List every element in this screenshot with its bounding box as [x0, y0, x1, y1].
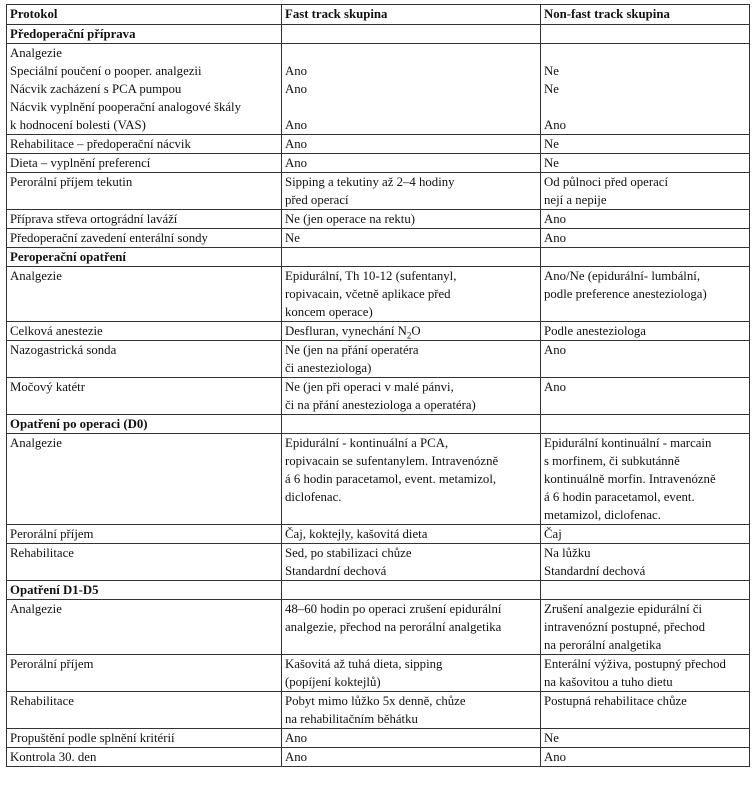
- fast-track-cell-line: diclofenac.: [285, 490, 342, 504]
- protocol-cell: [7, 154, 282, 173]
- fast-track-cell-line: Ne (jen na přání operatéra: [285, 343, 419, 357]
- fast-track-cell: [282, 655, 541, 692]
- protocol-cell-line: Celková anestezie: [10, 324, 103, 338]
- non-fast-track-cell-line: Ne: [544, 82, 559, 96]
- fast-track-cell: [282, 154, 541, 173]
- protocol-cell-line: Nácvik zacházení s PCA pumpou: [10, 82, 182, 96]
- table-row: [7, 525, 750, 544]
- non-fast-track-cell-line: Ano: [544, 343, 567, 357]
- non-fast-track-cell-line: kontinuálně morfin. Intravenózně: [544, 472, 716, 486]
- non-fast-track-cell: [541, 748, 750, 767]
- non-fast-track-cell: [541, 341, 750, 378]
- table-row: [7, 655, 750, 692]
- protocol-cell: [7, 525, 282, 544]
- fast-track-cell: [282, 748, 541, 767]
- non-fast-track-cell: [541, 600, 750, 655]
- fast-track-cell: [282, 544, 541, 581]
- non-fast-track-cell-line: Ano: [544, 118, 567, 132]
- fast-track-cell: [282, 729, 541, 748]
- fast-track-cell: [282, 44, 541, 135]
- non-fast-track-cell-line: Epidurální kontinuální - marcain: [544, 436, 712, 450]
- non-fast-track-cell-line: Zrušení analgezie epidurální či: [544, 602, 703, 616]
- table-row: [7, 135, 750, 154]
- fast-track-cell: [282, 341, 541, 378]
- table-row: [7, 210, 750, 229]
- fast-track-cell: [282, 210, 541, 229]
- protocol-cell-line: Perorální příjem: [10, 527, 94, 541]
- non-fast-track-cell: [541, 378, 750, 415]
- non-fast-track-cell: [541, 434, 750, 525]
- protocol-cell: [7, 378, 282, 415]
- non-fast-track-cell-line: Ne: [544, 156, 559, 170]
- fast-track-cell-line: Ano: [285, 82, 308, 96]
- protocol-cell-line: Perorální příjem tekutin: [10, 175, 133, 189]
- table-row: [7, 267, 750, 322]
- fast-track-cell: [282, 434, 541, 525]
- protocol-cell-line: Nazogastrická sonda: [10, 343, 117, 357]
- non-fast-track-cell-line: [544, 44, 746, 62]
- protocol-cell-line: Analgezie: [10, 269, 62, 283]
- protocol-cell: [7, 600, 282, 655]
- fast-track-cell-line: na rehabilitačním běhátku: [285, 712, 418, 726]
- fast-track-cell: [282, 229, 541, 248]
- non-fast-track-cell-line: Ano: [544, 750, 567, 764]
- protocol-cell-line: Rehabilitace: [10, 546, 74, 560]
- non-fast-track-cell-line: Čaj: [544, 527, 562, 541]
- header-row: [7, 5, 750, 25]
- fast-track-cell-line: Sed, po stabilizaci chůze: [285, 546, 412, 560]
- protocol-cell: [7, 748, 282, 767]
- fast-track-cell-line: á 6 hodin paracetamol, event. metamizol,: [285, 472, 497, 486]
- non-fast-track-cell: [541, 544, 750, 581]
- protocol-cell-line: Příprava střeva ortográdní laváží: [10, 212, 178, 226]
- section-header-row: [7, 415, 750, 434]
- protocol-cell-line: Analgezie: [10, 602, 62, 616]
- section-header-row: [7, 581, 750, 600]
- fast-track-cell-line: Ne (jen při operaci v malé pánvi,: [285, 380, 454, 394]
- non-fast-track-cell-line: podle preference anesteziologa): [544, 287, 707, 301]
- section-header-row: [7, 248, 750, 267]
- non-fast-track-cell-line: na kašovitou a tuho dietu: [544, 675, 673, 689]
- fast-track-cell-line: Kašovitá až tuhá dieta, sipping: [285, 657, 443, 671]
- fast-track-cell: [282, 525, 541, 544]
- non-fast-track-cell: [541, 322, 750, 341]
- non-fast-track-cell-line: Ano: [544, 231, 567, 245]
- non-fast-track-cell-line: metamizol, diclofenac.: [544, 508, 661, 522]
- fast-track-cell-line: či anesteziologa): [285, 361, 372, 375]
- section-empty-cell: [541, 415, 750, 434]
- non-fast-track-cell-line: Ne: [544, 137, 559, 151]
- fast-track-cell-line: Ne (jen operace na rektu): [285, 212, 416, 226]
- fast-track-cell-line: ropivacain, včetně aplikace před: [285, 287, 451, 301]
- protocol-cell: [7, 434, 282, 525]
- non-fast-track-cell: [541, 267, 750, 322]
- non-fast-track-cell-line: Standardní dechová: [544, 564, 646, 578]
- protocol-cell: [7, 692, 282, 729]
- protocol-cell-line: Analgezie: [10, 46, 62, 60]
- protocol-cell-line: Nácvik vyplnění pooperační analogové škály: [10, 100, 241, 114]
- fast-track-cell-line: či na přání anesteziologa a operatéra): [285, 398, 476, 412]
- non-fast-track-cell-line: Podle anesteziologa: [544, 324, 646, 338]
- section-title: Předoperační příprava: [7, 25, 282, 44]
- protocol-cell-line: Analgezie: [10, 436, 62, 450]
- fast-track-cell-line: před operací: [285, 193, 349, 207]
- table-body: [7, 25, 750, 767]
- column-header-non-fast-track: Non-fast track skupina: [541, 5, 750, 25]
- table-row: [7, 600, 750, 655]
- fast-track-cell-line: ropivacain se sufentanylem. Intravenózně: [285, 454, 499, 468]
- table-row: [7, 378, 750, 415]
- table-row: [7, 173, 750, 210]
- non-fast-track-cell: [541, 210, 750, 229]
- table-row: [7, 322, 750, 341]
- protocol-cell: [7, 267, 282, 322]
- protocol-cell-line: Rehabilitace: [10, 694, 74, 708]
- non-fast-track-cell: [541, 729, 750, 748]
- protocol-cell-line: Dieta – vyplnění preferencí: [10, 156, 151, 170]
- fast-track-cell-line: Čaj, koktejly, kašovitá dieta: [285, 527, 428, 541]
- non-fast-track-cell-line: Ano: [544, 380, 567, 394]
- non-fast-track-cell-line: Na lůžku: [544, 546, 591, 560]
- table-row: [7, 729, 750, 748]
- non-fast-track-cell: [541, 135, 750, 154]
- protocol-cell-line: Speciální poučení o pooper. analgezii: [10, 64, 202, 78]
- non-fast-track-cell-line: Ne: [544, 731, 559, 745]
- table-row: [7, 154, 750, 173]
- section-empty-cell: [541, 248, 750, 267]
- section-empty-cell: [541, 581, 750, 600]
- non-fast-track-cell-line: s morfinem, či subkutánně: [544, 454, 680, 468]
- section-header-row: [7, 25, 750, 44]
- fast-track-cell-line: Epidurální - kontinuální a PCA,: [285, 436, 449, 450]
- column-header-protocol: Protokol: [7, 5, 282, 25]
- fast-track-cell-line: Ano: [285, 137, 308, 151]
- section-empty-cell: [282, 25, 541, 44]
- fast-track-cell-line: [285, 98, 537, 116]
- fast-track-cell-line: Epidurální, Th 10-12 (sufentanyl,: [285, 269, 457, 283]
- fast-track-cell-line: (popíjení koktejlů): [285, 675, 381, 689]
- non-fast-track-cell-line: Od půlnoci před operací: [544, 175, 669, 189]
- non-fast-track-cell-line: á 6 hodin paracetamol, event.: [544, 490, 695, 504]
- section-title: Peroperační opatření: [7, 248, 282, 267]
- section-title: Opatření D1-D5: [7, 581, 282, 600]
- fast-track-cell-line: Ano: [285, 64, 308, 78]
- protocol-cell: [7, 544, 282, 581]
- protocol-cell-line: Perorální příjem: [10, 657, 94, 671]
- protocol-cell: [7, 341, 282, 378]
- non-fast-track-cell: [541, 692, 750, 729]
- protocol-cell: [7, 173, 282, 210]
- table-row: [7, 341, 750, 378]
- fast-track-cell: [282, 322, 541, 341]
- fast-track-cell-line: Standardní dechová: [285, 564, 387, 578]
- fast-track-cell-line: analgezie, přechod na perorální analgetika: [285, 620, 502, 634]
- fast-track-cell-line: Ano: [285, 731, 308, 745]
- non-fast-track-cell-line: Ano: [544, 212, 567, 226]
- table-row: [7, 434, 750, 525]
- non-fast-track-cell-line: Postupná rehabilitace chůze: [544, 694, 687, 708]
- table-row: [7, 692, 750, 729]
- protocol-cell: [7, 135, 282, 154]
- non-fast-track-cell: [541, 154, 750, 173]
- fast-track-cell: [282, 267, 541, 322]
- fast-track-cell-line: Pobyt mimo lůžko 5x denně, chůze: [285, 694, 466, 708]
- fast-track-cell-line: Ano: [285, 156, 308, 170]
- column-header-fast-track: Fast track skupina: [282, 5, 541, 25]
- fast-track-cell-line: 48–60 hodin po operaci zrušení epidurální: [285, 602, 502, 616]
- non-fast-track-cell: [541, 173, 750, 210]
- protocol-cell: [7, 210, 282, 229]
- fast-track-cell-line: Ano: [285, 118, 308, 132]
- fast-track-cell: [282, 378, 541, 415]
- section-title: Opatření po operaci (D0): [7, 415, 282, 434]
- protocol-table: [6, 4, 750, 767]
- protocol-cell: [7, 655, 282, 692]
- protocol-table-container: [6, 4, 750, 767]
- non-fast-track-cell: [541, 525, 750, 544]
- table-row: [7, 544, 750, 581]
- fast-track-cell: [282, 135, 541, 154]
- protocol-cell-line: Propuštění podle splnění kritérií: [10, 731, 175, 745]
- protocol-cell-line: k hodnocení bolesti (VAS): [10, 118, 146, 132]
- protocol-cell-line: Kontrola 30. den: [10, 750, 97, 764]
- fast-track-cell-line: Sipping a tekutiny až 2–4 hodiny: [285, 175, 455, 189]
- fast-track-cell-line: Ano: [285, 750, 308, 764]
- protocol-cell: [7, 229, 282, 248]
- fast-track-cell-line: [285, 44, 537, 62]
- non-fast-track-cell: [541, 229, 750, 248]
- fast-track-cell-line: Ne: [285, 231, 300, 245]
- section-empty-cell: [282, 415, 541, 434]
- non-fast-track-cell-line: Ne: [544, 64, 559, 78]
- fast-track-cell: [282, 692, 541, 729]
- table-row: [7, 229, 750, 248]
- fast-track-cell: [282, 600, 541, 655]
- protocol-cell: [7, 729, 282, 748]
- table-row: [7, 748, 750, 767]
- non-fast-track-cell-line: na perorální analgetika: [544, 638, 662, 652]
- section-empty-cell: [282, 581, 541, 600]
- table-row: [7, 44, 750, 135]
- protocol-cell: [7, 44, 282, 135]
- non-fast-track-cell-line: [544, 98, 746, 116]
- protocol-cell-line: Močový katétr: [10, 380, 85, 394]
- non-fast-track-cell: [541, 655, 750, 692]
- fast-track-cell: [282, 173, 541, 210]
- protocol-cell: [7, 322, 282, 341]
- non-fast-track-cell: [541, 44, 750, 135]
- protocol-cell-line: Předoperační zavedení enterální sondy: [10, 231, 208, 245]
- non-fast-track-cell-line: intravenózní postupné, přechod: [544, 620, 705, 634]
- section-empty-cell: [282, 248, 541, 267]
- non-fast-track-cell-line: Ano/Ne (epidurální- lumbální,: [544, 269, 701, 283]
- fast-track-cell-line: Desfluran, vynechání $N_2O$: [285, 324, 421, 341]
- non-fast-track-cell-line: Enterální výživa, postupný přechod: [544, 657, 726, 671]
- protocol-cell-line: Rehabilitace – předoperační nácvik: [10, 137, 191, 151]
- section-empty-cell: [541, 25, 750, 44]
- non-fast-track-cell-line: nejí a nepije: [544, 193, 607, 207]
- fast-track-cell-line: koncem operace): [285, 305, 373, 319]
